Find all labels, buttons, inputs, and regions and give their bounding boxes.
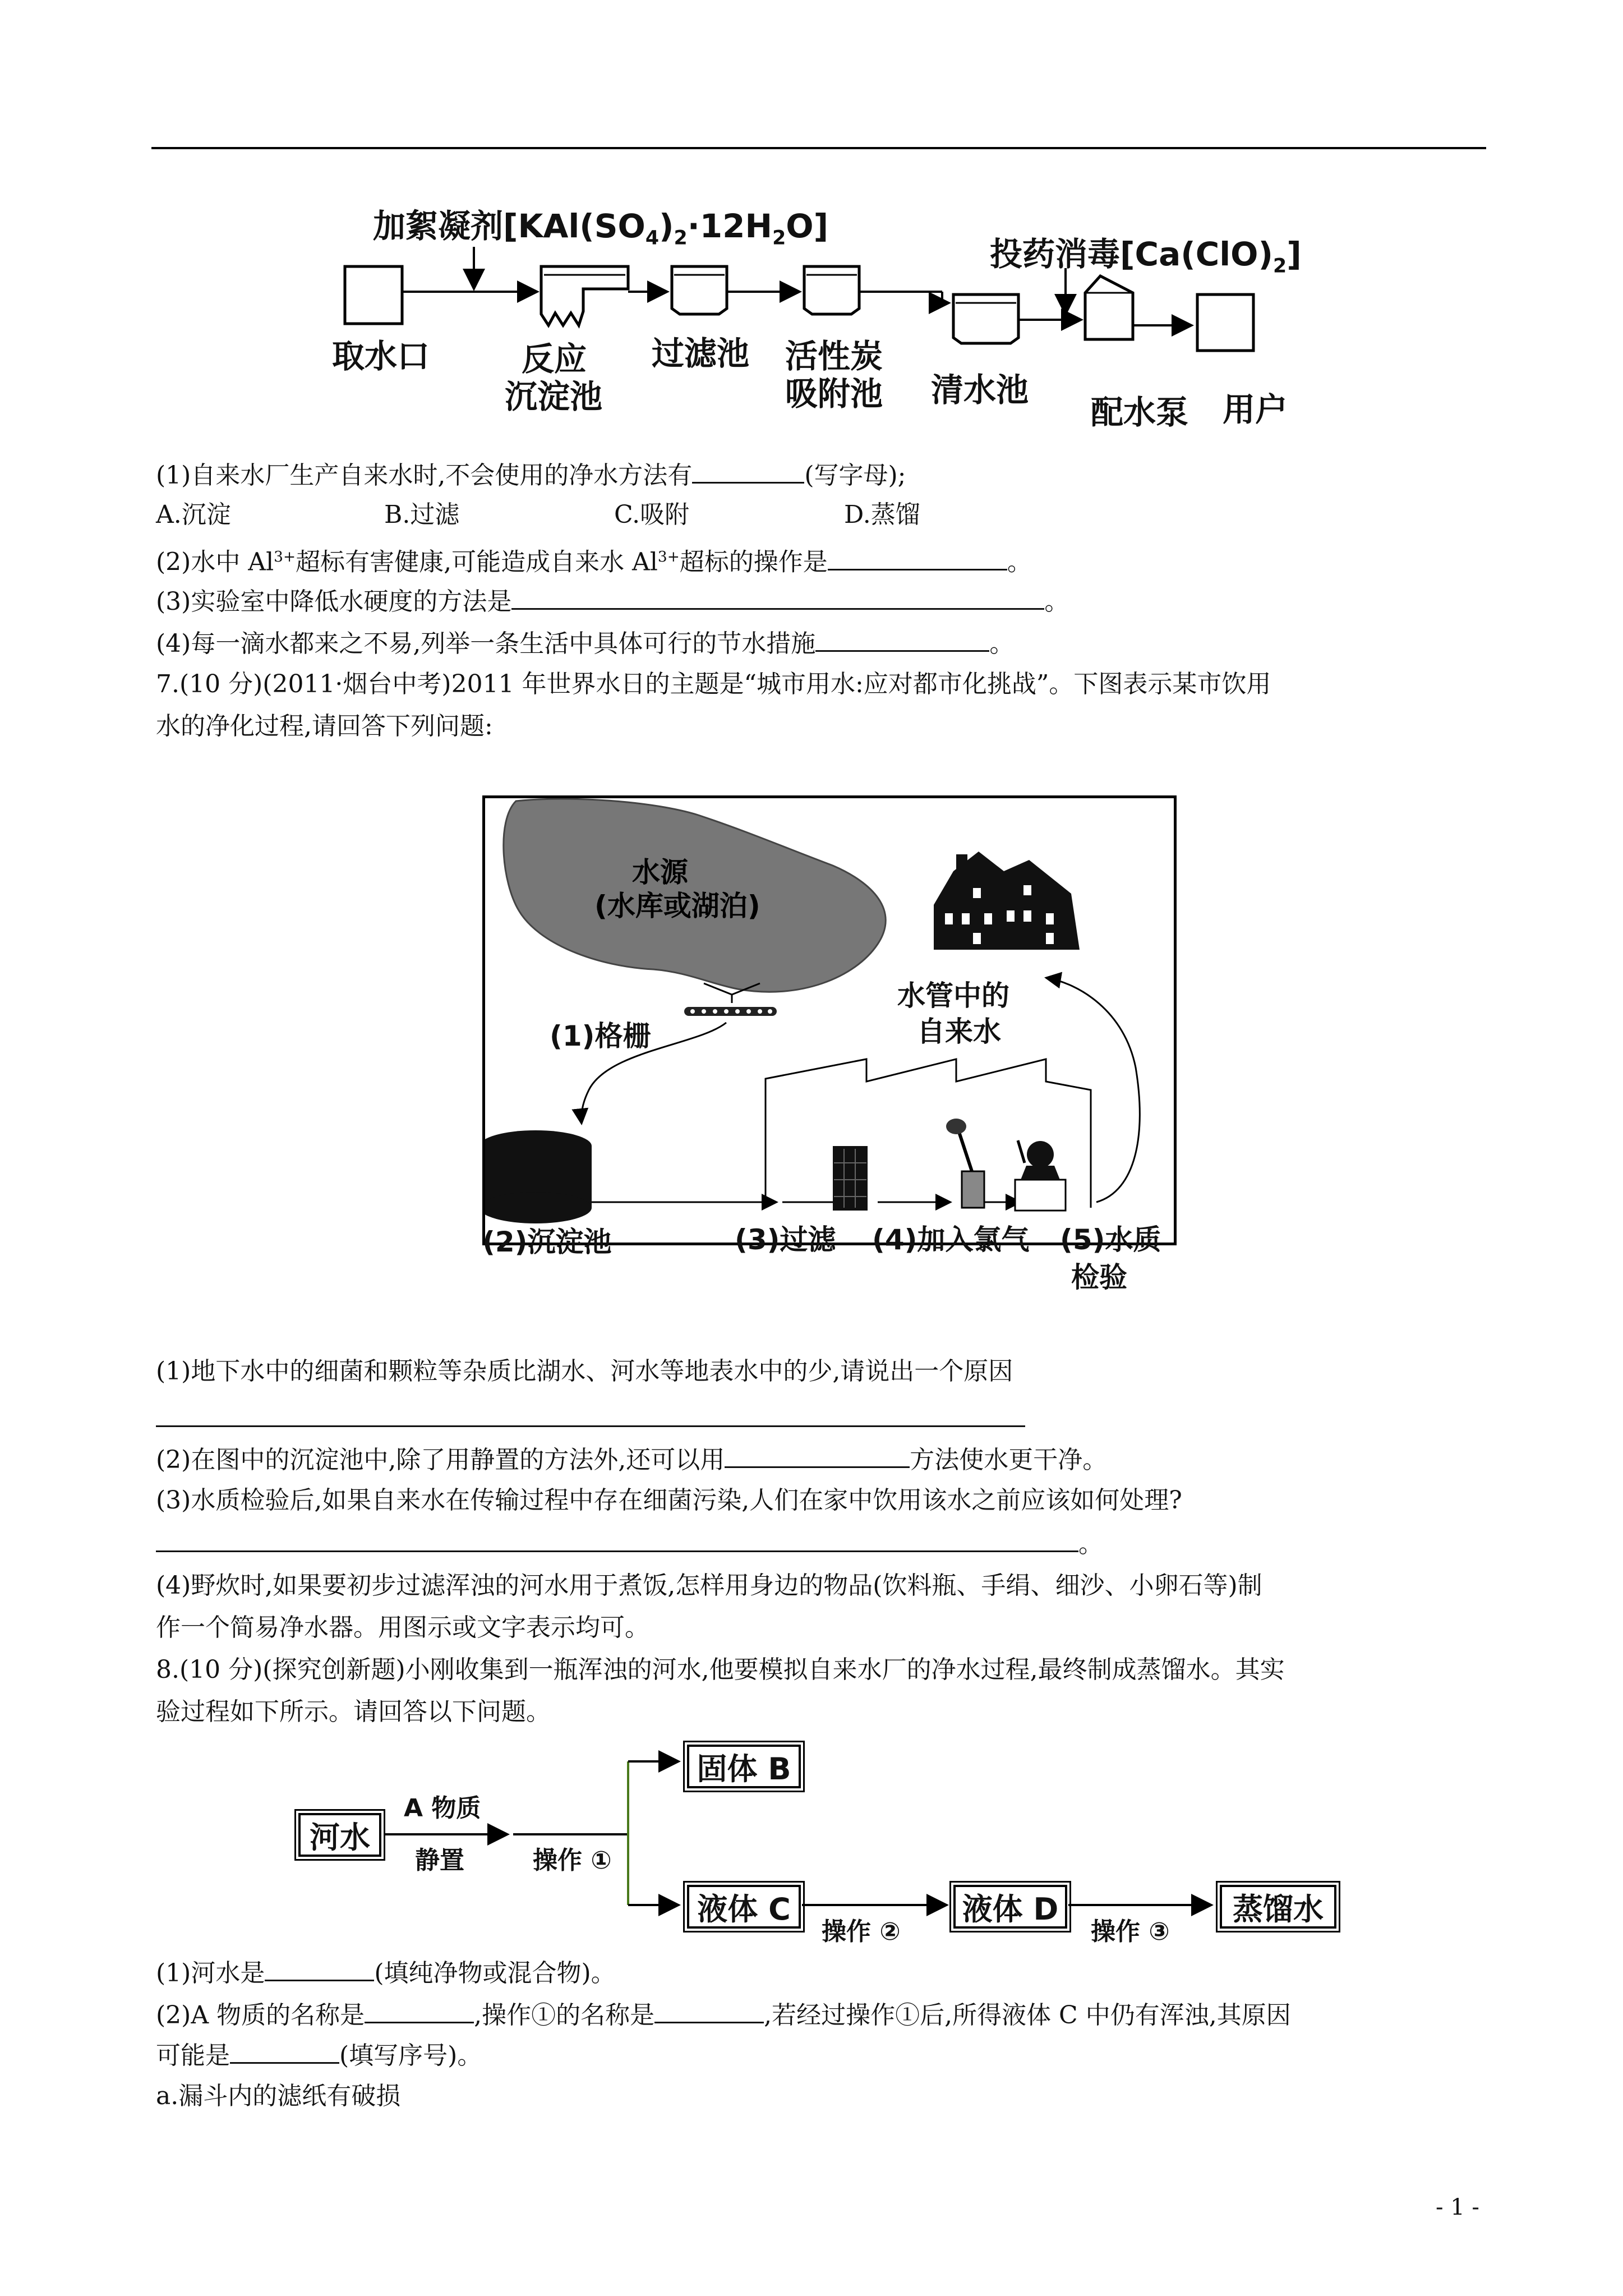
source-label-2: (水库或湖泊) <box>594 890 760 922</box>
q8-stem-line2: 验过程如下所示。请回答以下问题。 <box>156 1697 551 1726</box>
q6-option-b: B.过滤 <box>384 500 460 529</box>
solid-b-box: 固体 B <box>687 1745 801 1788</box>
op1-label: 操作 ① <box>533 1846 612 1875</box>
header-rule <box>151 147 1486 149</box>
carbon-label-1: 活性炭 <box>785 337 883 375</box>
q7-sub3: (3)水质检验后,如果自来水在传输过程中存在细菌污染,人们在家中饮用该水之前应该如何处理? <box>156 1486 1182 1515</box>
distilled-water-box: 蒸馏水 <box>1220 1885 1336 1929</box>
user-label: 用户 <box>1223 390 1288 429</box>
liquid-c-box: 液体 C <box>687 1885 801 1929</box>
water-purification-figure <box>482 795 1177 1245</box>
disinfect-label: 投药消毒$[Ca(ClO)_2]$ <box>990 235 1302 278</box>
op2-label: 操作 ② <box>822 1917 901 1946</box>
river-box: 河水 <box>298 1813 381 1857</box>
source-label-1: 水源 <box>632 856 688 889</box>
quality-label-1: (5)水质 <box>1060 1223 1161 1256</box>
q7-stem-line1: 7.(10 分)(2011·烟台中考)2011 年世界水日的主题是“城市用水:应对都市化挑战”。下图表示某市饮用 <box>156 670 1271 698</box>
filter-label: 过滤池 <box>652 334 750 372</box>
q7-sub2: (2)在图中的沉淀池中,除了用静置的方法外,还可以用 方法使水更干净。 <box>156 1442 1107 1477</box>
liquid-d-box: 液体 D <box>953 1885 1067 1929</box>
coagulant-label: 加絮凝剂$[KAl(SO_4)_2\cdot 12H_2O]$ <box>373 207 829 250</box>
q7-sub4-line1: (4)野炊时,如果要初步过滤浑浊的河水用于煮饭,怎样用身边的物品(饮料瓶、手绢、细沙、小卵石等)制 <box>156 1571 1262 1600</box>
q6-part3: (3)实验室中降低水硬度的方法是 。 <box>156 583 1069 619</box>
still-label: 静置 <box>415 1846 464 1875</box>
q7-sub3-answer: 。 <box>156 1526 1103 1561</box>
q6-option-d: D.蒸馏 <box>844 500 920 529</box>
q8-stem-line1: 8.(10 分)(探究创新题)小刚收集到一瓶浑浊的河水,他要模拟自来水厂的净水过程,最终制成蒸馏水。其实 <box>156 1655 1285 1684</box>
reaction-label-2: 沉淀池 <box>505 378 603 416</box>
clear-label: 清水池 <box>931 371 1029 409</box>
q7-sub4-line2: 作一个简易净水器。用图示或文字表示均可。 <box>156 1613 649 1642</box>
grille-label: (1)格栅 <box>550 1020 651 1052</box>
a-substance-label: A 物质 <box>404 1794 481 1823</box>
q6-option-a: A.沉淀 <box>156 500 231 529</box>
q7-sub1-answer-line <box>156 1425 1025 1427</box>
q8-sub2-line2: 可能是 (填写序号)。 <box>156 2037 482 2073</box>
q7-stem-line2: 水的净化过程,请回答下列问题: <box>156 712 493 740</box>
intake-label: 取水口 <box>332 337 430 375</box>
pipe-label-2: 自来水 <box>917 1015 1001 1048</box>
filter-step-label: (3)过滤 <box>735 1223 836 1256</box>
carbon-label-2: 吸附池 <box>785 375 883 413</box>
pump-label: 配水泵 <box>1091 393 1189 431</box>
pipe-label-1: 水管中的 <box>897 979 1009 1012</box>
q6-option-c: C.吸附 <box>614 500 690 529</box>
q6-part4: (4)每一滴水都来之不易,列举一条生活中具体可行的节水措施 。 <box>156 625 1014 661</box>
q6-part1: (1)自来水厂生产自来水时,不会使用的净水方法有 (写字母); <box>156 457 906 493</box>
q6-part2: (2)水中 $Al^{3+}$超标有害健康,可能造成自来水 $Al^{3+}$超标的操作是 。 <box>156 540 1032 579</box>
reaction-label-1: 反应 <box>522 340 587 378</box>
chlorine-label: (4)加入氯气 <box>872 1223 1030 1256</box>
quality-label-2: 检验 <box>1071 1261 1127 1294</box>
settle-label: (2)沉淀池 <box>482 1226 612 1258</box>
q7-sub1: (1)地下水中的细菌和颗粒等杂质比湖水、河水等地表水中的少,请说出一个原因 <box>156 1357 1013 1386</box>
q8-sub2-line1: (2)A 物质的名称是 ,操作①的名称是 ,若经过操作①后,所得液体 C 中仍有浑浊,其原因 <box>156 1997 1291 2032</box>
q8-sub1: (1)河水是 (填纯净物或混合物)。 <box>156 1955 616 1990</box>
op3-label: 操作 ③ <box>1091 1917 1170 1946</box>
page-number: - 1 - <box>1436 2194 1479 2220</box>
q8-option-a: a.漏斗内的滤纸有破损 <box>156 2082 401 2110</box>
